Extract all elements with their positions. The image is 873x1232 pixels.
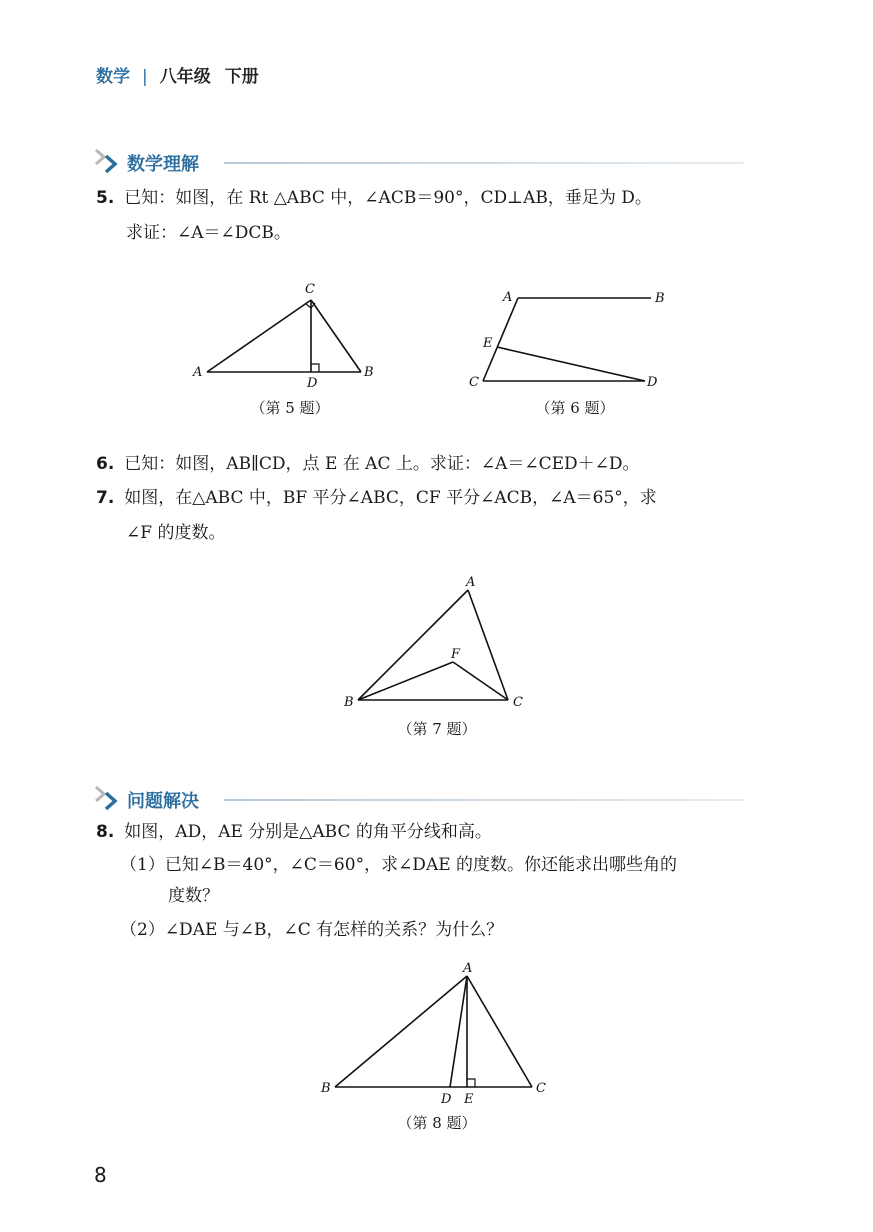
- section-title: 数学理解: [127, 154, 199, 175]
- header-separator: |: [142, 67, 148, 87]
- segment-ab: [358, 590, 468, 700]
- label-c: C: [469, 375, 479, 390]
- chevron-right-icon: [94, 785, 124, 813]
- header-grade: 八年级: [159, 67, 211, 87]
- label-b: B: [344, 695, 354, 710]
- segment-cf: [453, 662, 508, 700]
- running-header: [96, 62, 259, 87]
- label-b: B: [364, 365, 374, 380]
- segment-bf: [358, 662, 453, 700]
- problem-8-sub-1-line-1: （1）已知∠B＝40°，∠C＝60°，求∠DAE 的度数。你还能求出哪些角的: [120, 855, 678, 875]
- section-title: 问题解决: [127, 791, 199, 812]
- problem-text: 如图，AD，AE 分别是△ABC 的角平分线和高。: [124, 822, 492, 842]
- figure-6-diagram: [465, 285, 680, 390]
- segment-ad: [450, 976, 467, 1087]
- problem-number: 5.: [96, 188, 115, 208]
- label-a: A: [466, 575, 476, 590]
- problem-7-line-1: [96, 486, 657, 510]
- problem-5-line-2: 求证：∠A＝∠DCB。: [126, 223, 291, 243]
- label-b: B: [655, 291, 665, 306]
- figure-5-diagram: [185, 278, 385, 388]
- right-angle-mark-d: [311, 364, 319, 372]
- segment-ac: [468, 590, 508, 700]
- problem-8-sub-2: （2）∠DAE 与∠B，∠C 有怎样的关系？为什么？: [120, 920, 504, 940]
- page-number: 8: [94, 1163, 107, 1187]
- label-a: A: [503, 290, 513, 305]
- segment-ac: [467, 976, 532, 1087]
- figure-8-caption: （第 8 题）: [397, 1114, 477, 1132]
- section-heading-problem-solving: [94, 785, 754, 813]
- section-divider: [224, 162, 744, 164]
- problem-text: 已知：如图，AB∥CD，点 E 在 AC 上。求证：∠A＝∠CED＋∠D。: [124, 454, 640, 474]
- chevron-right-icon: [94, 148, 124, 176]
- figure-8-diagram: [315, 958, 555, 1108]
- label-e: E: [464, 1092, 474, 1107]
- label-d: D: [647, 375, 658, 390]
- figure-6-caption: （第 6 题）: [535, 399, 615, 417]
- label-c: C: [536, 1081, 546, 1096]
- label-e: E: [483, 336, 493, 351]
- segment-ac: [207, 300, 311, 372]
- segment-ed: [497, 347, 645, 381]
- section-divider: [224, 799, 744, 801]
- problem-number: 6.: [96, 454, 115, 474]
- problem-8-line-1: [96, 820, 492, 844]
- figure-7-diagram: [338, 572, 538, 712]
- problem-8-sub-1-line-2: 度数？: [168, 886, 219, 906]
- problem-number: 8.: [96, 822, 115, 842]
- label-a: A: [193, 365, 203, 380]
- header-subject: 数学: [96, 67, 130, 87]
- label-c: C: [305, 282, 315, 297]
- segment-ab: [335, 976, 467, 1087]
- label-b: B: [321, 1081, 331, 1096]
- problem-text: 已知：如图，在 Rt △ABC 中，∠ACB＝90°，CD⊥AB，垂足为 D。: [124, 188, 652, 208]
- problem-6-line-1: [96, 452, 640, 476]
- section-heading-math-understanding: [94, 148, 754, 176]
- label-d: D: [441, 1092, 452, 1107]
- label-d: D: [307, 376, 318, 388]
- label-c: C: [513, 695, 523, 710]
- problem-text: 如图，在△ABC 中，BF 平分∠ABC，CF 平分∠ACB，∠A＝65°，求: [124, 488, 657, 508]
- problem-5-line-1: [96, 186, 652, 210]
- label-a: A: [463, 961, 473, 976]
- right-angle-mark-e: [467, 1079, 475, 1087]
- figure-5-caption: （第 5 题）: [250, 399, 330, 417]
- figure-7-caption: （第 7 题）: [397, 720, 477, 738]
- segment-cb: [311, 300, 361, 372]
- problem-number: 7.: [96, 488, 115, 508]
- label-f: F: [451, 647, 461, 662]
- header-volume: 下册: [224, 67, 259, 87]
- problem-7-line-2: ∠F 的度数。: [126, 523, 226, 543]
